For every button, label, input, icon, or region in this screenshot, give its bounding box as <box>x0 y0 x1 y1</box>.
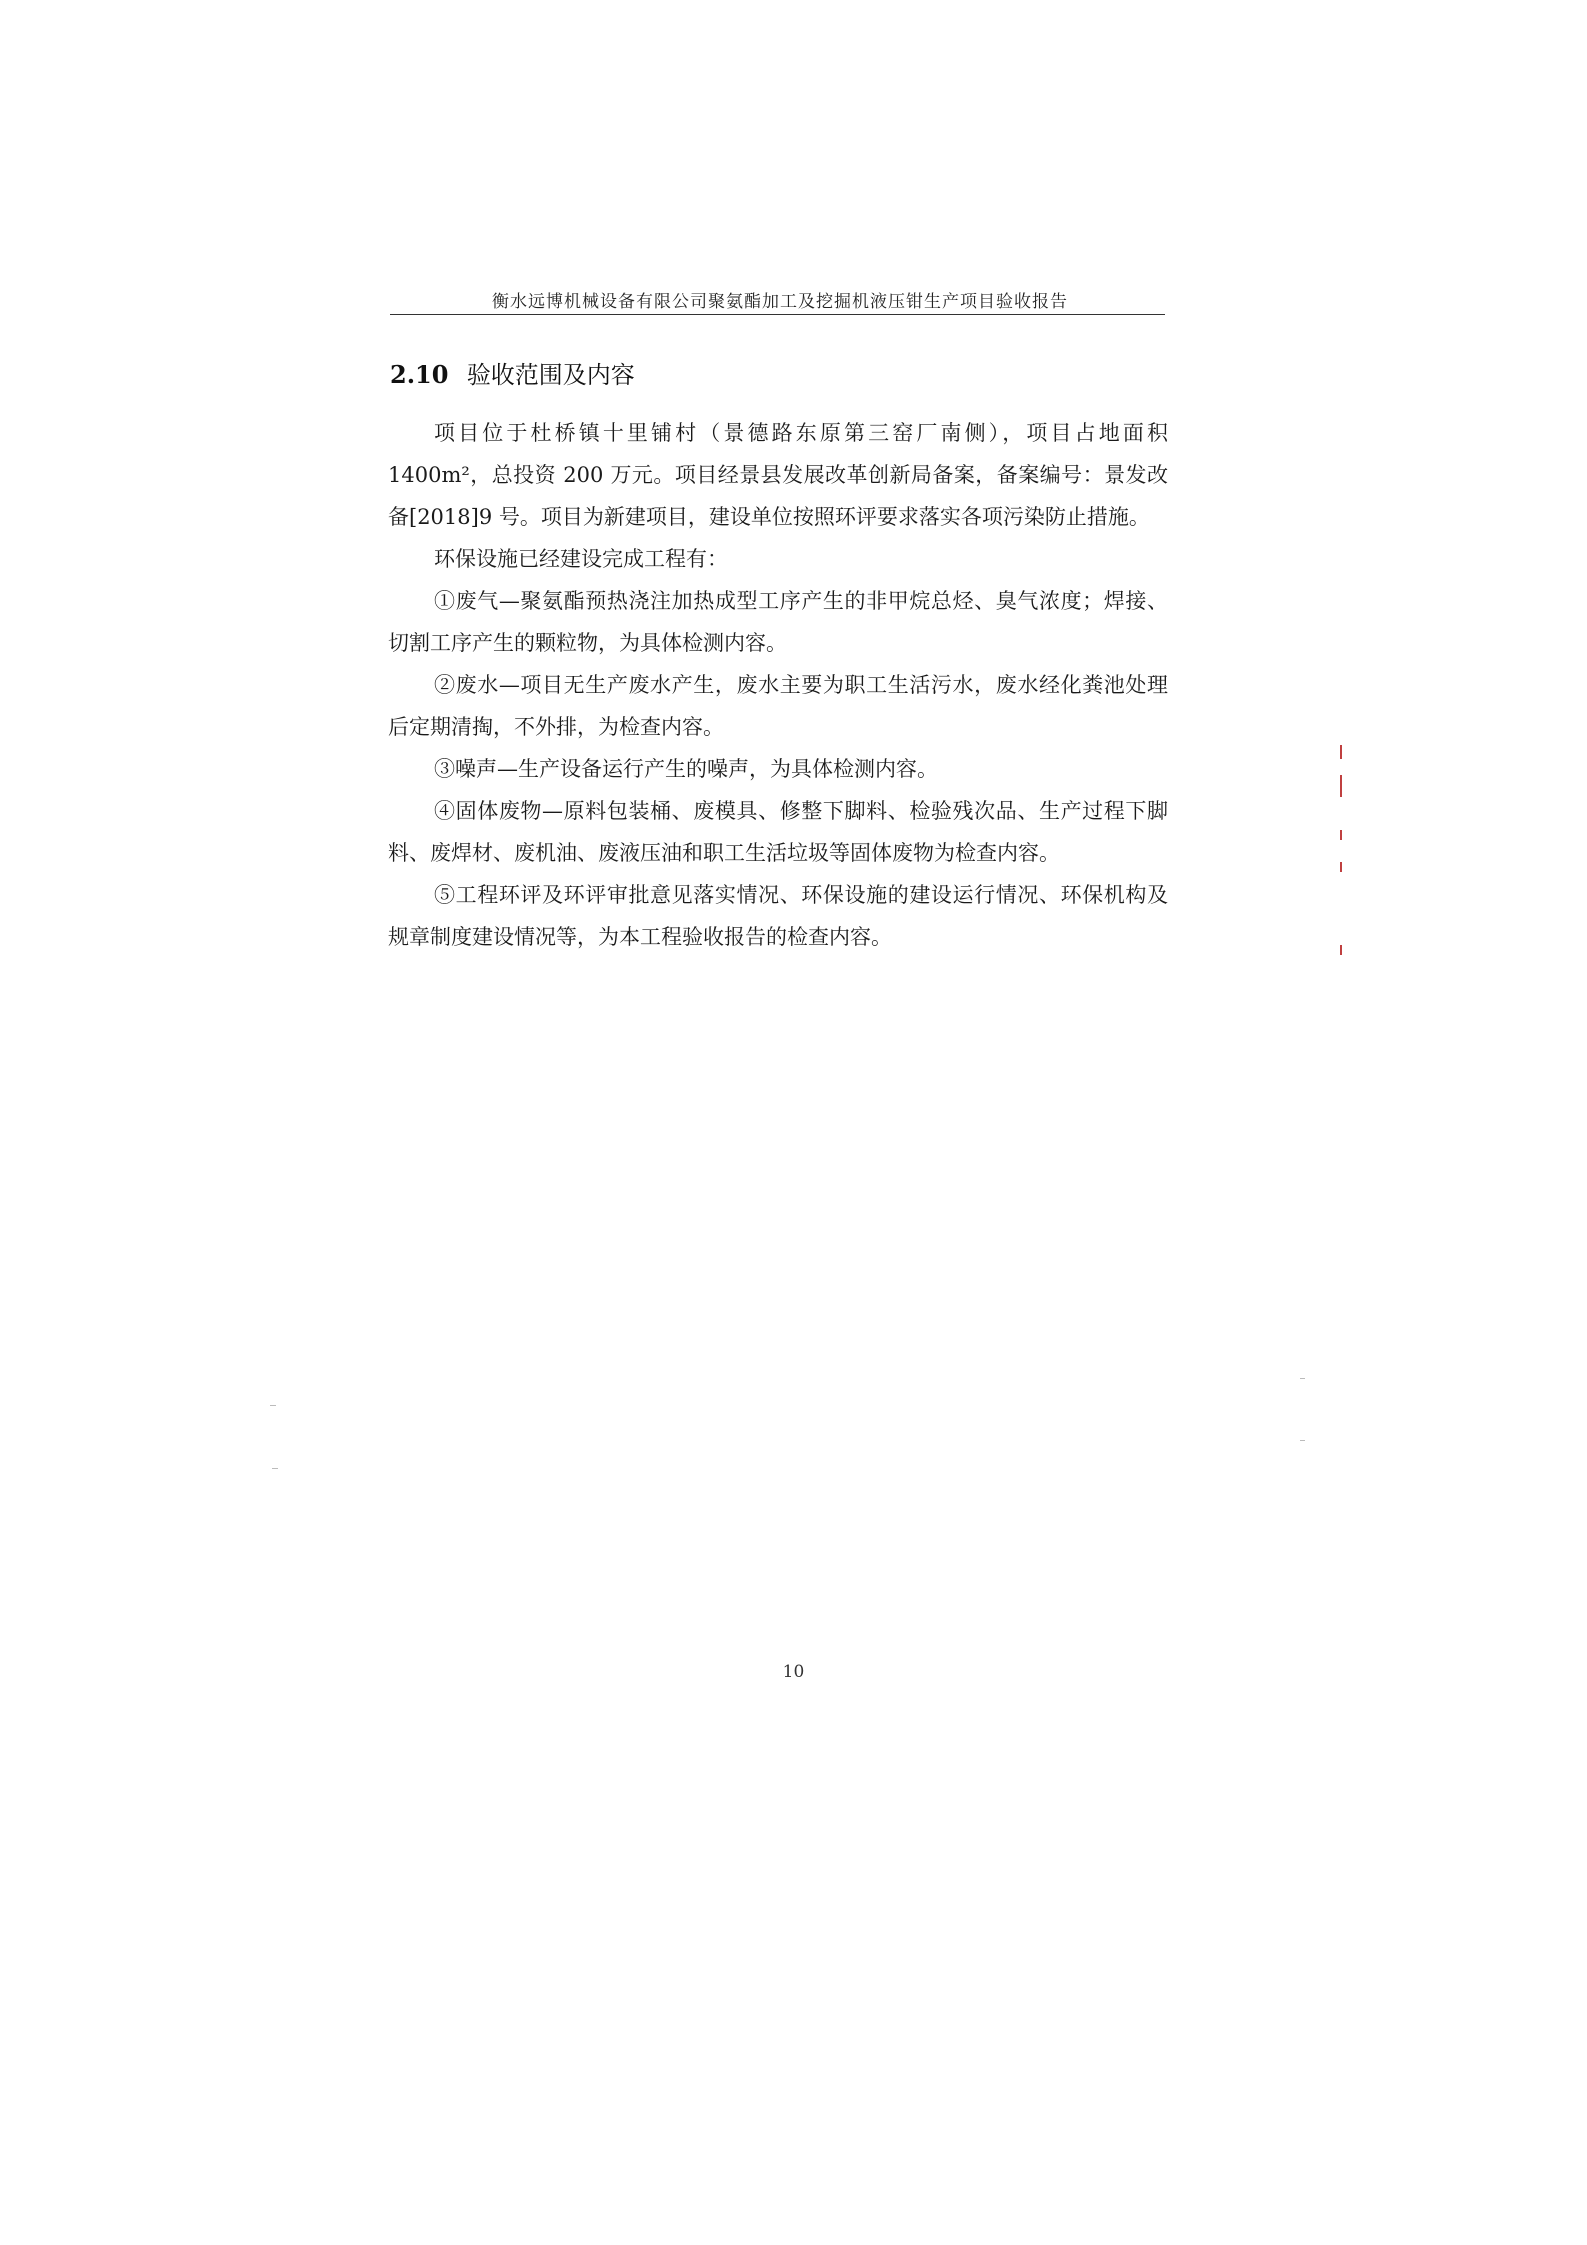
section-number: 2.10 <box>390 360 449 389</box>
section-heading <box>390 355 635 390</box>
scan-speck <box>1300 1378 1305 1379</box>
paragraph-facilities-intro: 环保设施已经建设完成工程有： <box>434 547 728 571</box>
scan-mark <box>1340 945 1342 955</box>
scan-speck <box>1300 1440 1305 1441</box>
list-item-eia-implementation: ⑤工程环评及环评审批意见落实情况、环保设施的建设运行情况、环保机构及规章制度建设情况等，为本工程验收报告的检查内容。 <box>388 883 1168 949</box>
page-header-title: 衡水远博机械设备有限公司聚氨酯加工及挖掘机液压钳生产项目验收报告 <box>492 292 1068 312</box>
header-divider <box>390 314 1165 315</box>
scan-mark <box>1340 862 1342 872</box>
section-title-text: 验收范围及内容 <box>466 361 635 389</box>
list-item-waste-gas: ①废气—聚氨酯预热浇注加热成型工序产生的非甲烷总烃、臭气浓度；焊接、切割工序产生的颗粒物，为具体检测内容。 <box>388 589 1168 655</box>
scan-mark <box>1340 775 1342 797</box>
scan-mark <box>1340 830 1342 840</box>
list-item-noise: ③噪声—生产设备运行产生的噪声，为具体检测内容。 <box>434 757 938 781</box>
list-item-solid-waste: ④固体废物—原料包装桶、废模具、修整下脚料、检验残次品、生产过程下脚料、废焊材、废机油、废液压油和职工生活垃圾等固体废物为检查内容。 <box>388 799 1168 865</box>
scan-speck <box>270 1405 276 1406</box>
paragraph-project-location: 项目位于杜桥镇十里铺村（景德路东原第三窑厂南侧），项目占地面积 1400m²，总投资 200 万元。项目经景县发展改革创新局备案，备案编号：景发改备[2018]9 号。项目为新建项目，建设单位按照环评要求落实各项污染防止措施。 <box>388 421 1168 529</box>
page-number: 10 <box>782 1662 805 1682</box>
body-content <box>388 412 1168 958</box>
scan-mark <box>1340 745 1342 759</box>
list-item-waste-water: ②废水—项目无生产废水产生，废水主要为职工生活污水，废水经化粪池处理后定期清掏，不外排，为检查内容。 <box>388 673 1168 739</box>
scan-speck <box>272 1468 278 1469</box>
